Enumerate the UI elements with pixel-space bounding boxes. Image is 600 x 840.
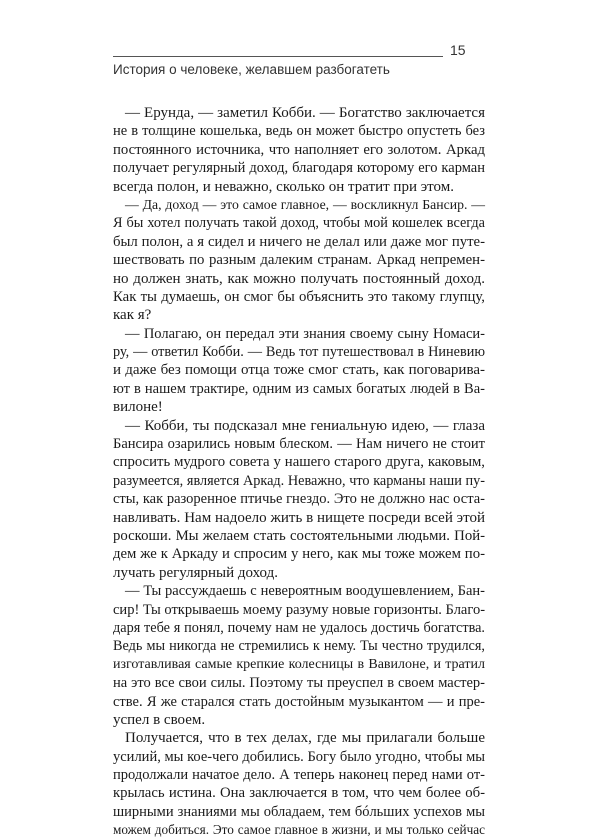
text-line: Как ты думаешь, он смог бы объяснить это такому глупцу, bbox=[113, 288, 485, 305]
text-line: — Полагаю, он передал эти знания своему сыну Номаси- bbox=[125, 325, 485, 342]
text-line: ру, — ответил Кобби. — Ведь тот путешествовал в Ниневию bbox=[113, 344, 485, 361]
header-rule bbox=[113, 56, 443, 57]
running-head-title: История о человеке, желавшем разбогатеть bbox=[113, 62, 390, 77]
text-line: крылась истина. Она заключается в том, что чем более об- bbox=[113, 785, 485, 802]
body-text bbox=[113, 104, 485, 840]
text-line: сты, как разоренное птичье гнездо. Это не должно нас оста- bbox=[113, 491, 485, 508]
text-line: не в толщине кошелька, ведь он может быстро опустеть без bbox=[113, 123, 485, 140]
text-line: даря тебе я понял, почему нам не удалось достичь богатства. bbox=[113, 619, 485, 636]
text-line: можем добиться. Это самое главное в жизни, и мы только сейчас bbox=[113, 822, 485, 838]
text-line: ширными знаниями мы обладаем, тем бóльших успехов мы bbox=[113, 803, 485, 820]
text-line: и даже без помощи отца тоже смог стать, как поговарива- bbox=[113, 362, 485, 379]
text-line: — Ты рассуждаешь с невероятным воодушевлением, Бан- bbox=[125, 583, 485, 600]
text-line: стве. Я же старался стать достойным музыкантом — и пре- bbox=[113, 693, 485, 710]
text-line: Я бы хотел получать такой доход, чтобы мой кошелек всегда bbox=[113, 215, 485, 232]
text-line: — Кобби, ты подсказал мне гениальную идею, — глаза bbox=[125, 417, 485, 434]
text-line: — Ерунда, — заметил Кобби. — Богатство заключается bbox=[125, 105, 485, 121]
text-line: Бансира озарились новым блеском. — Нам ничего не стоит bbox=[113, 436, 485, 453]
text-line: вилоне! bbox=[113, 399, 163, 416]
text-line: лучать регулярный доход. bbox=[113, 564, 278, 581]
text-line: постоянного источника, что наполняет его золотом. Аркад bbox=[113, 141, 485, 158]
text-line: успел в своем. bbox=[113, 711, 206, 728]
text-line: роскоши. Мы желаем стать состоятельными людьми. Пой- bbox=[113, 527, 485, 544]
text-line: разумеется, является Аркад. Неважно, что карманы наши пу- bbox=[113, 472, 485, 489]
text-line: был полон, а я сидел и ничего не делал или даже мог путе- bbox=[113, 233, 485, 250]
text-line: изготавливая самые крепкие колесницы в Вавилоне, и тратил bbox=[113, 656, 485, 672]
page-number: 15 bbox=[450, 42, 466, 58]
text-line: сир! Ты открываешь моему разуму новые горизонты. Благо- bbox=[113, 601, 486, 618]
text-line: спросить мудрого совета у нашего старого друга, каковым, bbox=[113, 454, 485, 471]
text-line: Ведь мы никогда не стремились к нему. Ты честно трудился, bbox=[113, 638, 485, 655]
text-line: получает регулярный доход, благодаря которому его карман bbox=[113, 160, 485, 177]
text-line: всегда полон, и неважно, сколько он тратит при этом. bbox=[113, 178, 454, 195]
text-line: усилий, мы кое-чего добились. Богу было угодно, чтобы мы bbox=[113, 748, 485, 765]
text-line: на это все свои силы. Поэтому ты преуспел в своем мастер- bbox=[113, 675, 485, 692]
text-line: шествовать по разным далеким странам. Аркад непремен- bbox=[113, 252, 485, 269]
text-line: дем же к Аркаду и спросим у него, как мы тоже можем по- bbox=[113, 546, 485, 563]
text-line: навливать. Нам надоело жить в нищете посреди всей этой bbox=[113, 509, 485, 526]
text-line: как я? bbox=[113, 307, 152, 324]
text-line: продолжали начатое дело. А теперь наконец перед нами от- bbox=[113, 767, 485, 784]
text-line: — Да, доход — это самое главное, — воскликнул Бансир. — bbox=[125, 196, 485, 212]
text-line: но должен знать, как можно получать постоянный доход. bbox=[113, 270, 485, 287]
text-line: Получается, что в тех делах, где мы прилагали больше bbox=[125, 730, 485, 747]
text-line: ют в нашем трактире, одним из самых богатых людей в Ва- bbox=[113, 380, 485, 397]
